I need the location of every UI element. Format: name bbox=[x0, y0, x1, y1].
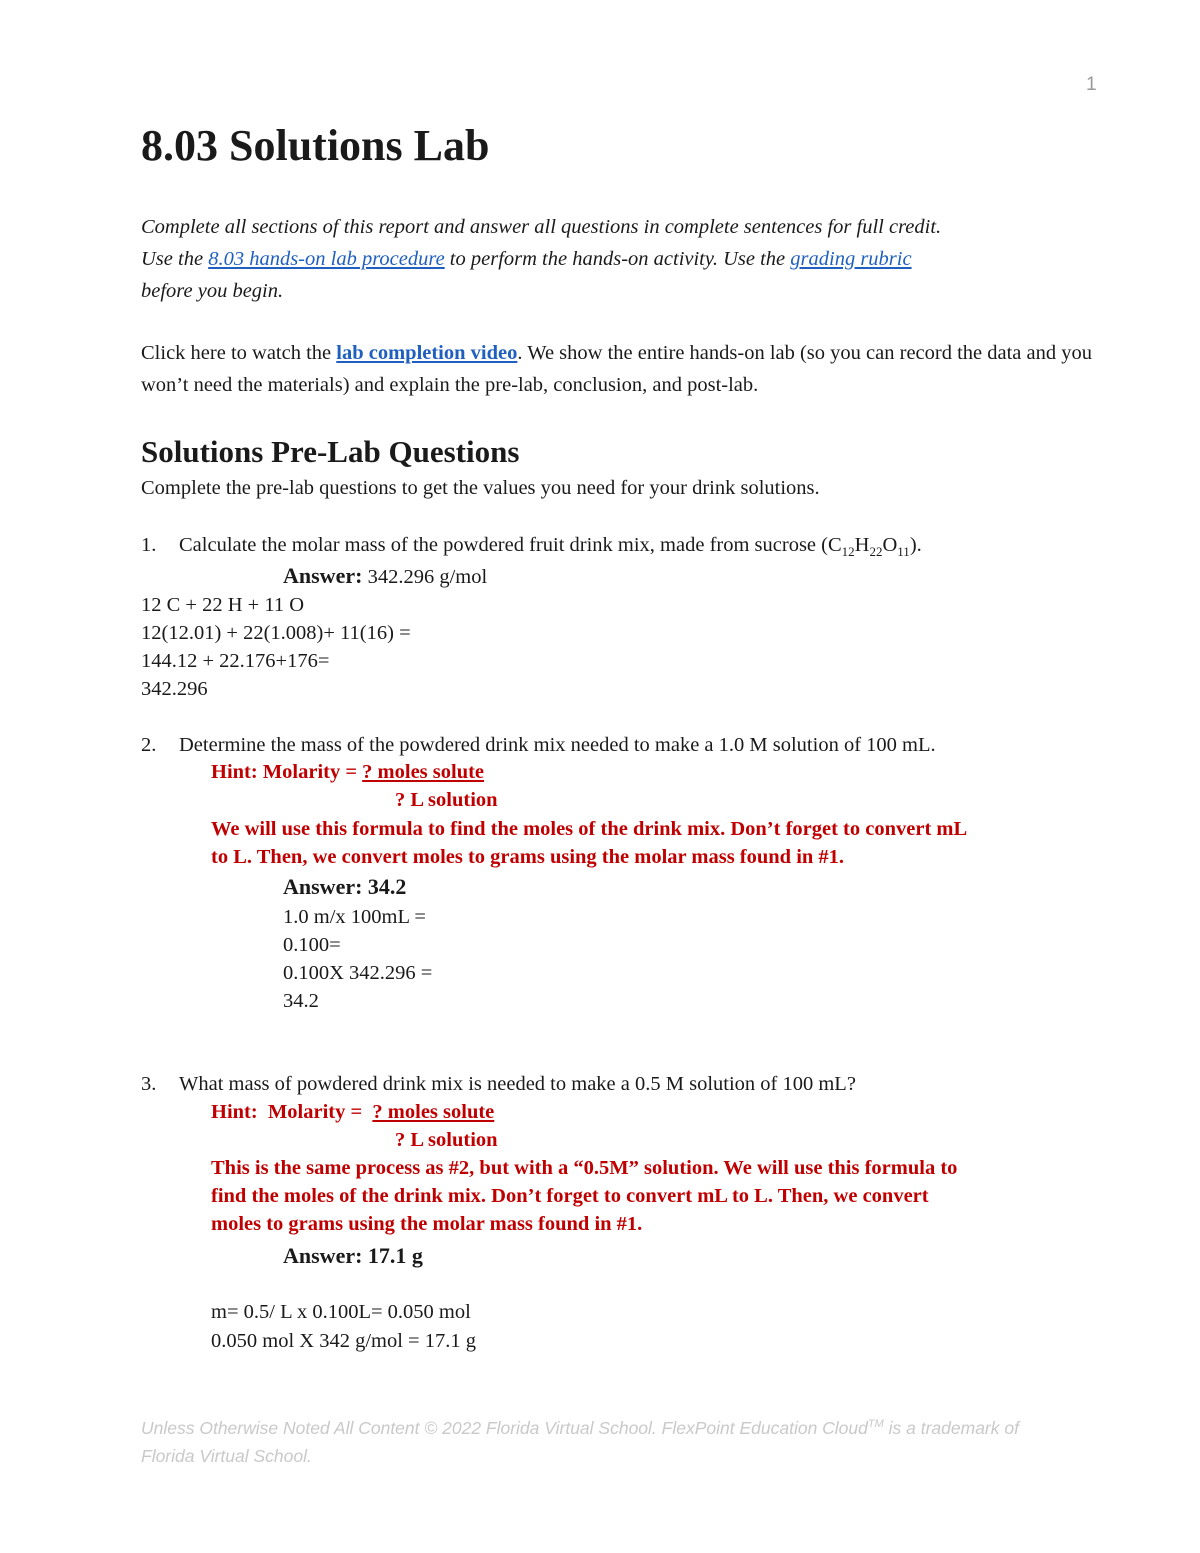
question-2-explanation: to L. Then, we convert moles to grams using the molar mass found in #1. bbox=[211, 846, 845, 868]
intro-line-3: before you begin. bbox=[141, 280, 284, 302]
question-3-work-line: m= 0.5/ L x 0.100L= 0.050 mol bbox=[211, 1301, 471, 1323]
question-3-explanation: This is the same process as #2, but with a “0.5M” solution. We will use this formula to bbox=[211, 1157, 958, 1179]
question-2-work-line: 0.100= bbox=[283, 934, 341, 956]
question-2-work-line: 34.2 bbox=[283, 990, 319, 1012]
page-footer: Unless Otherwise Noted All Content © 2022 Florida Virtual School. FlexPoint Education Cloud™ is a trademark of Florida Virtual School. bbox=[141, 1417, 1019, 1466]
question-1-number: 1. bbox=[141, 534, 157, 556]
section-intro: Complete the pre-lab questions to get the values you need for your drink solutions. bbox=[141, 477, 820, 499]
question-3-hint: Hint: Molarity = ? moles solute bbox=[211, 1101, 495, 1123]
question-1-work-line: 12(12.01) + 22(1.008)+ 11(16) = bbox=[141, 622, 411, 644]
lab-completion-video-link[interactable]: lab completion video bbox=[336, 342, 518, 364]
lab-procedure-link[interactable]: 8.03 hands-on lab procedure bbox=[208, 248, 445, 270]
page-number: 1 bbox=[1086, 74, 1097, 95]
question-1-work-line: 144.12 + 22.176+176= bbox=[141, 650, 330, 672]
question-3-text: What mass of powdered drink mix is needed to make a 0.5 M solution of 100 mL? bbox=[179, 1073, 856, 1095]
question-3-explanation: moles to grams using the molar mass found in #1. bbox=[211, 1213, 643, 1235]
question-1-text: Calculate the molar mass of the powdered fruit drink mix, made from sucrose $(C_{12}H_{22}O_{11})$. bbox=[179, 534, 922, 560]
question-2-text: Determine the mass of the powdered drink mix needed to make a 1.0 M solution of 100 mL. bbox=[179, 734, 936, 756]
question-3-explanation: find the moles of the drink mix. Don’t forget to convert mL to L. Then, we convert bbox=[211, 1185, 929, 1207]
video-paragraph: Click here to watch the lab completion video. We show the entire hands-on lab (so you can record the data and you won’t need the materials) and explain the pre-lab, conclusion, and post-lab. bbox=[141, 342, 1092, 396]
question-1-work-line: 12 C + 22 H + 11 O bbox=[141, 594, 305, 616]
question-2-explanation: We will use this formula to find the moles of the drink mix. Don’t forget to convert mL bbox=[211, 818, 968, 840]
question-2-work-line: 1.0 m/x 100mL = bbox=[283, 906, 426, 928]
question-3-number: 3. bbox=[141, 1073, 157, 1095]
grading-rubric-link[interactable]: grading rubric bbox=[790, 248, 912, 270]
question-3-answer: Answer: 17.1 g bbox=[283, 1243, 423, 1268]
intro-paragraph: Complete all sections of this report and answer all questions in complete sentences for full credit. Use the 8.03 hands-on lab procedure to perform the hands-on activity. Use the grading rubric before you begin. bbox=[141, 216, 942, 302]
question-3-hint-denominator: ? L solution bbox=[395, 1129, 498, 1151]
question-2-hint: Hint: Molarity = ? moles solute bbox=[211, 761, 485, 783]
page-title: 8.03 Solutions Lab bbox=[141, 121, 490, 170]
question-2-work-line: 0.100X 342.296 = bbox=[283, 962, 433, 984]
question-1-answer: Answer: 342.296 g/mol bbox=[283, 563, 488, 588]
question-1-work-line: 342.296 bbox=[141, 678, 208, 700]
question-2-hint-denominator: ? L solution bbox=[395, 789, 498, 811]
question-2-answer: Answer: 34.2 bbox=[283, 874, 407, 899]
section-heading: Solutions Pre-Lab Questions bbox=[141, 434, 520, 469]
question-3-work-line: 0.050 mol X 342 g/mol = 17.1 g bbox=[211, 1330, 476, 1352]
question-2-number: 2. bbox=[141, 734, 157, 756]
intro-line-1: Complete all sections of this report and answer all questions in complete sentences for full credit. bbox=[141, 216, 942, 238]
